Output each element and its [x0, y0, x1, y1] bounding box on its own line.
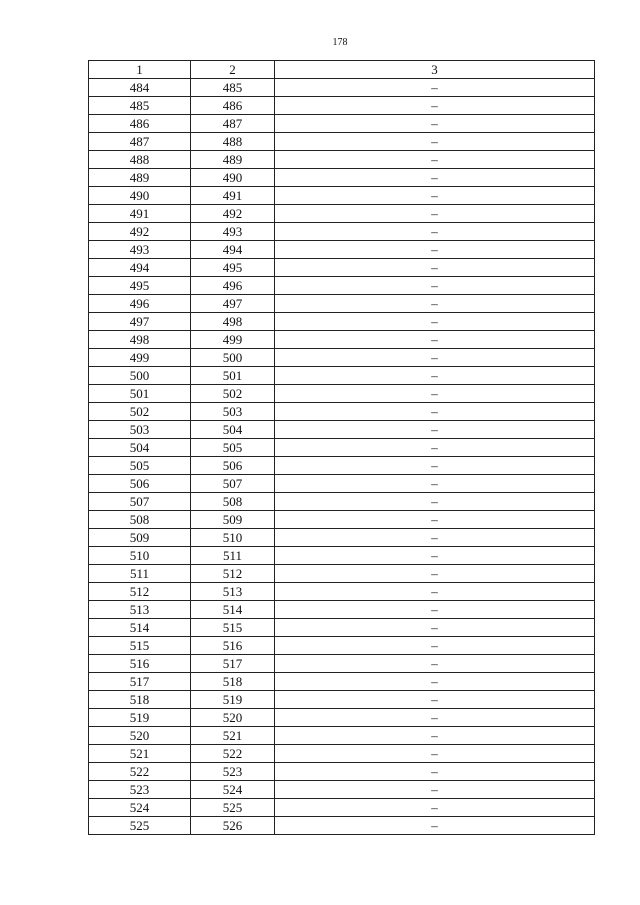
table-cell-col-2: 523 — [191, 763, 275, 781]
table-cell-col-1: 515 — [89, 637, 191, 655]
table-cell-col-2: 501 — [191, 367, 275, 385]
table-row — [89, 619, 595, 637]
table-cell-col-2: 491 — [191, 187, 275, 205]
table-cell-col-2: 521 — [191, 727, 275, 745]
table-cell-col-1: 486 — [89, 115, 191, 133]
table-cell-col-3: – — [275, 673, 595, 691]
table-cell-col-1: 485 — [89, 97, 191, 115]
page-number: 178 — [332, 37, 348, 48]
table-cell-col-1: 499 — [89, 349, 191, 367]
table-header-row — [89, 61, 595, 79]
data-table — [88, 60, 595, 835]
table-cell-col-2: 519 — [191, 691, 275, 709]
table-cell-col-3: – — [275, 637, 595, 655]
table-cell-col-1: 523 — [89, 781, 191, 799]
table-cell-col-1: 513 — [89, 601, 191, 619]
table-cell-col-3: – — [275, 619, 595, 637]
table-row — [89, 601, 595, 619]
table-cell-col-1: 497 — [89, 313, 191, 331]
table-cell-col-3: – — [275, 709, 595, 727]
table-cell-col-1: 518 — [89, 691, 191, 709]
table-cell-col-3: – — [275, 439, 595, 457]
table-cell-col-1: 517 — [89, 673, 191, 691]
table-cell-col-1: 514 — [89, 619, 191, 637]
table-cell-col-3: – — [275, 493, 595, 511]
table-cell-col-3: – — [275, 313, 595, 331]
table-cell-col-1: 495 — [89, 277, 191, 295]
table-row — [89, 439, 595, 457]
table-cell-col-3: – — [275, 529, 595, 547]
table-cell-col-2: 504 — [191, 421, 275, 439]
table-cell-col-3: – — [275, 565, 595, 583]
table-row — [89, 277, 595, 295]
table-cell-col-1: 519 — [89, 709, 191, 727]
table-row — [89, 97, 595, 115]
table-cell-col-1: 505 — [89, 457, 191, 475]
table-row — [89, 313, 595, 331]
table-cell-col-2: 509 — [191, 511, 275, 529]
table-row — [89, 403, 595, 421]
table-row — [89, 349, 595, 367]
table-cell-col-1: 507 — [89, 493, 191, 511]
table-row — [89, 115, 595, 133]
table-cell-col-3: – — [275, 205, 595, 223]
table-row — [89, 745, 595, 763]
table-cell-col-2: 506 — [191, 457, 275, 475]
table-cell-col-1: 509 — [89, 529, 191, 547]
table-cell-col-3: – — [275, 331, 595, 349]
table-row — [89, 673, 595, 691]
table-cell-col-1: 511 — [89, 565, 191, 583]
column-header-2: 2 — [191, 61, 275, 79]
table-cell-col-3: – — [275, 97, 595, 115]
table-cell-col-2: 508 — [191, 493, 275, 511]
table-row — [89, 367, 595, 385]
column-header-1: 1 — [89, 61, 191, 79]
table-cell-col-1: 498 — [89, 331, 191, 349]
table-row — [89, 691, 595, 709]
table-row — [89, 187, 595, 205]
table-row — [89, 709, 595, 727]
table-row — [89, 169, 595, 187]
table-cell-col-2: 487 — [191, 115, 275, 133]
table-cell-col-1: 524 — [89, 799, 191, 817]
table-cell-col-3: – — [275, 691, 595, 709]
table-cell-col-2: 500 — [191, 349, 275, 367]
table-cell-col-1: 502 — [89, 403, 191, 421]
table-cell-col-3: – — [275, 781, 595, 799]
table-row — [89, 421, 595, 439]
table-cell-col-2: 518 — [191, 673, 275, 691]
table-cell-col-3: – — [275, 349, 595, 367]
table-cell-col-3: – — [275, 547, 595, 565]
table-row — [89, 385, 595, 403]
table-row — [89, 511, 595, 529]
table-row — [89, 547, 595, 565]
table-cell-col-1: 521 — [89, 745, 191, 763]
table-cell-col-1: 490 — [89, 187, 191, 205]
table-row — [89, 151, 595, 169]
table-cell-col-3: – — [275, 763, 595, 781]
table-cell-col-3: – — [275, 745, 595, 763]
table-row — [89, 295, 595, 313]
table-cell-col-2: 488 — [191, 133, 275, 151]
table-cell-col-1: 503 — [89, 421, 191, 439]
table-cell-col-3: – — [275, 601, 595, 619]
table-row — [89, 223, 595, 241]
table-row — [89, 493, 595, 511]
table-row — [89, 565, 595, 583]
table-row — [89, 457, 595, 475]
table-cell-col-1: 492 — [89, 223, 191, 241]
table-cell-col-1: 516 — [89, 655, 191, 673]
table-row — [89, 133, 595, 151]
table-cell-col-1: 493 — [89, 241, 191, 259]
table-row — [89, 583, 595, 601]
column-header-3: 3 — [275, 61, 595, 79]
table-cell-col-2: 516 — [191, 637, 275, 655]
table-cell-col-2: 486 — [191, 97, 275, 115]
table-cell-col-1: 510 — [89, 547, 191, 565]
table-cell-col-3: – — [275, 169, 595, 187]
table-row — [89, 331, 595, 349]
table-cell-col-3: – — [275, 799, 595, 817]
table-cell-col-1: 487 — [89, 133, 191, 151]
table-row — [89, 817, 595, 835]
table-cell-col-2: 490 — [191, 169, 275, 187]
table-cell-col-1: 496 — [89, 295, 191, 313]
table-cell-col-3: – — [275, 403, 595, 421]
table-cell-col-3: – — [275, 133, 595, 151]
table-cell-col-2: 497 — [191, 295, 275, 313]
table-cell-col-1: 512 — [89, 583, 191, 601]
table-cell-col-1: 494 — [89, 259, 191, 277]
table-cell-col-1: 520 — [89, 727, 191, 745]
table-cell-col-3: – — [275, 817, 595, 835]
table-cell-col-3: – — [275, 223, 595, 241]
table-cell-col-3: – — [275, 115, 595, 133]
table-cell-col-2: 514 — [191, 601, 275, 619]
table-cell-col-1: 506 — [89, 475, 191, 493]
table-cell-col-2: 503 — [191, 403, 275, 421]
table-cell-col-3: – — [275, 727, 595, 745]
table-row — [89, 475, 595, 493]
table-cell-col-2: 505 — [191, 439, 275, 457]
table-row — [89, 781, 595, 799]
table-cell-col-2: 513 — [191, 583, 275, 601]
table-cell-col-2: 507 — [191, 475, 275, 493]
table-row — [89, 727, 595, 745]
table-cell-col-3: – — [275, 151, 595, 169]
table-cell-col-3: – — [275, 259, 595, 277]
table-cell-col-2: 494 — [191, 241, 275, 259]
table-cell-col-3: – — [275, 295, 595, 313]
table-cell-col-1: 489 — [89, 169, 191, 187]
table-cell-col-1: 484 — [89, 79, 191, 97]
table-cell-col-2: 525 — [191, 799, 275, 817]
table-cell-col-1: 501 — [89, 385, 191, 403]
table-cell-col-3: – — [275, 385, 595, 403]
table-cell-col-1: 491 — [89, 205, 191, 223]
table-cell-col-2: 526 — [191, 817, 275, 835]
table-cell-col-2: 515 — [191, 619, 275, 637]
table-cell-col-2: 502 — [191, 385, 275, 403]
table-row — [89, 763, 595, 781]
table-cell-col-3: – — [275, 475, 595, 493]
table-cell-col-3: – — [275, 241, 595, 259]
table-cell-col-3: – — [275, 187, 595, 205]
table-cell-col-1: 500 — [89, 367, 191, 385]
table-cell-col-1: 525 — [89, 817, 191, 835]
table-cell-col-2: 492 — [191, 205, 275, 223]
table-cell-col-1: 522 — [89, 763, 191, 781]
table-cell-col-3: – — [275, 655, 595, 673]
table-row — [89, 205, 595, 223]
table-cell-col-2: 489 — [191, 151, 275, 169]
table-cell-col-2: 522 — [191, 745, 275, 763]
table-row — [89, 79, 595, 97]
table-cell-col-3: – — [275, 583, 595, 601]
table-body — [89, 79, 595, 835]
table-cell-col-2: 524 — [191, 781, 275, 799]
table-cell-col-3: – — [275, 367, 595, 385]
table-cell-col-2: 520 — [191, 709, 275, 727]
table-cell-col-3: – — [275, 421, 595, 439]
table-row — [89, 259, 595, 277]
table-cell-col-3: – — [275, 511, 595, 529]
table-cell-col-2: 499 — [191, 331, 275, 349]
table-cell-col-2: 485 — [191, 79, 275, 97]
table-cell-col-3: – — [275, 277, 595, 295]
table-cell-col-3: – — [275, 457, 595, 475]
table-cell-col-1: 508 — [89, 511, 191, 529]
table-row — [89, 799, 595, 817]
table-cell-col-1: 504 — [89, 439, 191, 457]
table-cell-col-2: 512 — [191, 565, 275, 583]
table-cell-col-2: 496 — [191, 277, 275, 295]
table-cell-col-1: 488 — [89, 151, 191, 169]
table-cell-col-3: – — [275, 79, 595, 97]
table-row — [89, 655, 595, 673]
table-cell-col-2: 495 — [191, 259, 275, 277]
table-cell-col-2: 517 — [191, 655, 275, 673]
table-row — [89, 241, 595, 259]
table-row — [89, 637, 595, 655]
table-cell-col-2: 511 — [191, 547, 275, 565]
table-cell-col-2: 493 — [191, 223, 275, 241]
table-row — [89, 529, 595, 547]
table-cell-col-2: 498 — [191, 313, 275, 331]
table-cell-col-2: 510 — [191, 529, 275, 547]
